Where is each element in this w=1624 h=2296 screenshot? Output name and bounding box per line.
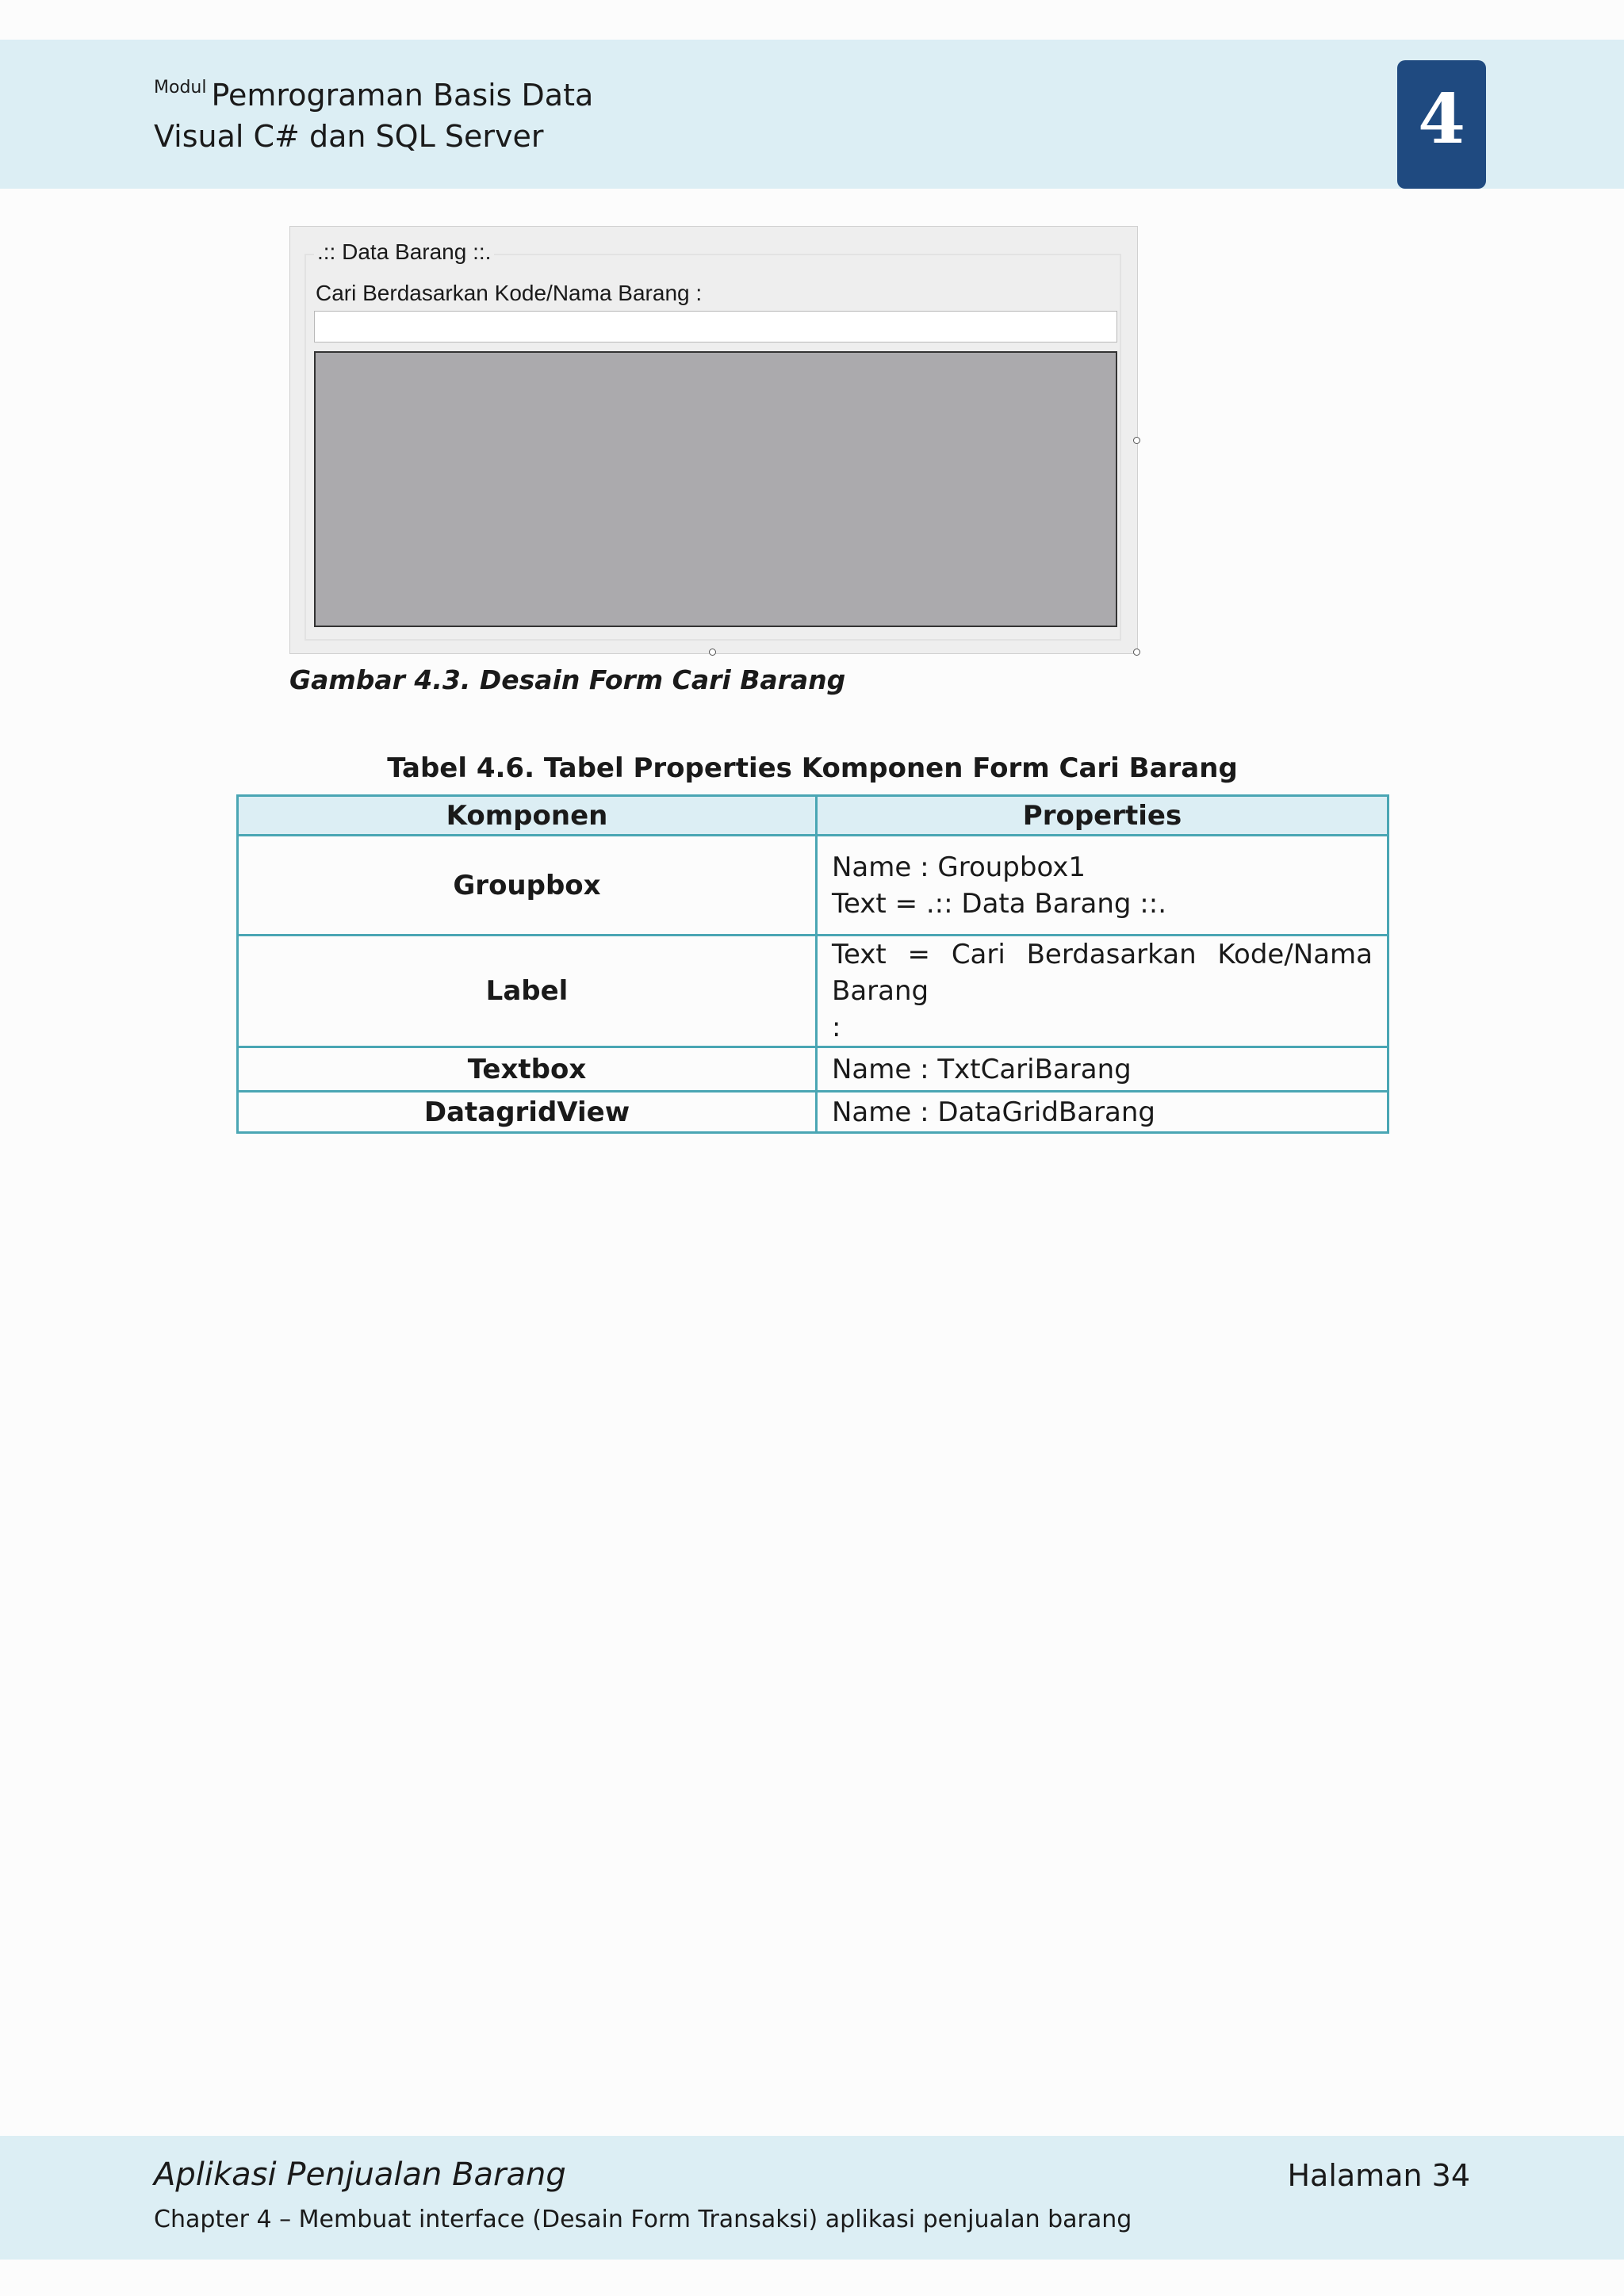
search-label: Cari Berdasarkan Kode/Nama Barang : [316, 281, 703, 305]
table-caption: Tabel 4.6. Tabel Properties Komponen Form Cari Barang [387, 752, 1238, 784]
search-textbox[interactable] [314, 311, 1117, 342]
properties-table [236, 794, 1389, 1134]
groupbox-text: .:: Data Barang ::. [314, 239, 494, 265]
component-cell: DatagridView [238, 1092, 817, 1133]
table-row [238, 1092, 1388, 1133]
column-header-properties: Properties [817, 796, 1388, 836]
module-label: Modul [154, 78, 207, 98]
component-cell: Groupbox [238, 836, 817, 936]
property-line: Text = .:: Data Barang ::. [832, 887, 1167, 920]
module-title [154, 78, 593, 113]
property-line: : [832, 1012, 841, 1043]
properties-cell [817, 1047, 1388, 1092]
datagridview[interactable] [314, 351, 1117, 627]
footer-subtitle: Chapter 4 – Membuat interface (Desain Form Transaksi) aplikasi penjualan barang [154, 2206, 1132, 2233]
page-footer [0, 2136, 1624, 2260]
table-row [238, 836, 1388, 936]
footer-title: Aplikasi Penjualan Barang [154, 2156, 566, 2193]
component-cell: Textbox [238, 1047, 817, 1092]
figure-caption: Gambar 4.3. Desain Form Cari Barang [289, 664, 846, 695]
property-line: Text = Cari Berdasarkan Kode/Nama Barang [832, 939, 1373, 1007]
module-title-text: Pemrograman Basis Data [211, 78, 594, 113]
resize-handle-right[interactable] [1133, 437, 1140, 444]
table-header-row [238, 796, 1388, 836]
properties-cell [817, 836, 1388, 936]
page-header [0, 40, 1624, 189]
property-line: Name : Groupbox1 [832, 851, 1086, 883]
table-row [238, 936, 1388, 1047]
property-line: Name : TxtCariBarang [832, 1053, 1132, 1085]
page-number: Halaman 34 [1287, 2158, 1470, 2193]
properties-cell [817, 936, 1388, 1047]
resize-handle-bottom[interactable] [709, 649, 716, 656]
properties-cell [817, 1092, 1388, 1133]
module-subtitle: Visual C# dan SQL Server [154, 119, 544, 154]
chapter-badge: 4 [1397, 60, 1486, 189]
component-cell: Label [238, 936, 817, 1047]
resize-handle-corner[interactable] [1133, 649, 1140, 656]
form-design-screenshot [289, 226, 1138, 654]
table-row [238, 1047, 1388, 1092]
column-header-komponen: Komponen [238, 796, 817, 836]
property-line: Name : DataGridBarang [832, 1096, 1156, 1128]
